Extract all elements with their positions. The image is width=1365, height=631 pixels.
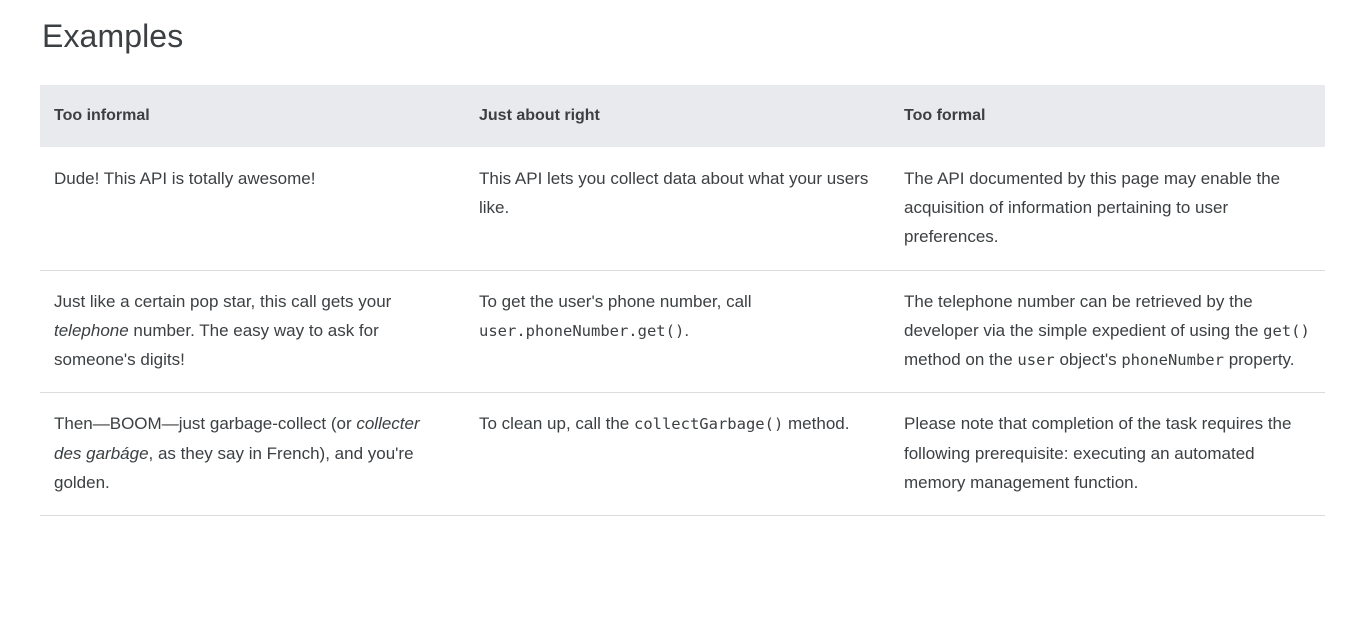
table-body bbox=[40, 147, 1325, 516]
code-user: user bbox=[1017, 351, 1055, 370]
text-fragment: Just like a certain pop star, this call gets your bbox=[54, 291, 392, 311]
text-fragment: To clean up, call the bbox=[479, 414, 634, 434]
page-title: Examples bbox=[42, 18, 184, 54]
text-fragment: property. bbox=[1223, 350, 1295, 370]
text-fragment: method. bbox=[783, 414, 850, 434]
cell-formal-3: Please note that completion of the task requires the following prerequisite: executing an automated memory management function. bbox=[890, 393, 1325, 516]
text-fragment: number. The easy way to ask for someone's digits! bbox=[54, 320, 379, 370]
cell-formal-1: The API documented by this page may enable the acquisition of information pertaining to user preferences. bbox=[890, 147, 1325, 270]
table-row bbox=[40, 270, 1325, 393]
cell-informal-1: Dude! This API is totally awesome! bbox=[40, 147, 465, 270]
cell-formal-2 bbox=[890, 270, 1325, 393]
text-fragment: The telephone number can be retrieved by the developer via the simple expedient of using the bbox=[904, 291, 1264, 340]
table-header-row bbox=[40, 85, 1325, 147]
emphasis-telephone: telephone bbox=[54, 320, 129, 340]
examples-table bbox=[40, 85, 1325, 516]
text-fragment: method on the bbox=[904, 350, 1018, 370]
code-get: get() bbox=[1263, 321, 1310, 340]
table-row bbox=[40, 147, 1325, 270]
text-fragment: Then—BOOM—just garbage-collect (or bbox=[54, 414, 357, 434]
code-collectgarbage: collectGarbage() bbox=[633, 415, 784, 434]
cell-right-2 bbox=[465, 270, 890, 393]
column-header-just-about-right: Just about right bbox=[465, 85, 890, 147]
cell-informal-2 bbox=[40, 270, 465, 393]
code-phonenumber: phoneNumber bbox=[1121, 351, 1224, 370]
column-header-too-informal: Too informal bbox=[40, 85, 465, 147]
column-header-too-formal: Too formal bbox=[890, 85, 1325, 147]
text-fragment: , as they say in French), and you're golden. bbox=[54, 443, 414, 492]
table-row bbox=[40, 393, 1325, 516]
emphasis-collecter-des-garbage: collecter des garbáge bbox=[54, 414, 420, 463]
table-header bbox=[40, 85, 1325, 147]
text-fragment: object's bbox=[1054, 350, 1122, 370]
text-fragment: To get the user's phone number, call bbox=[479, 291, 752, 311]
code-user-phonenumber-get: user.phoneNumber.get() bbox=[479, 321, 685, 340]
cell-right-1: This API lets you collect data about what your users like. bbox=[465, 147, 890, 270]
text-fragment: . bbox=[684, 320, 690, 340]
cell-right-3 bbox=[465, 393, 890, 516]
cell-informal-3 bbox=[40, 393, 465, 516]
